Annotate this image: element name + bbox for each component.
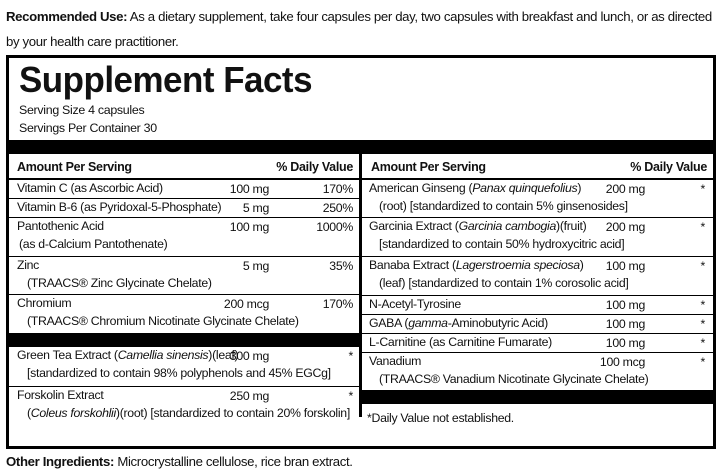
ingredient-standardization: (leaf) [standardized to contain 1% corosolic acid] bbox=[379, 276, 629, 290]
supplement-facts-panel bbox=[6, 55, 716, 449]
nutrient-amount: 100 mg bbox=[229, 220, 269, 234]
ingredient-row bbox=[361, 296, 713, 315]
ingredient-name: N-Acetyl-Tyrosine bbox=[369, 297, 461, 311]
nutrient-source: (TRAACS® Zinc Glycinate Chelate) bbox=[27, 276, 212, 290]
left-column-header bbox=[9, 154, 359, 180]
daily-value-heading: % Daily Value bbox=[630, 160, 707, 174]
nutrient-dv: 1000% bbox=[316, 220, 353, 234]
ingredient-dv: * bbox=[700, 220, 705, 234]
ingredient-dv: * bbox=[348, 349, 353, 363]
nutrient-amount: 5 mg bbox=[242, 259, 269, 273]
ingredient-name: Banaba Extract (Lagerstroemia speciosa) bbox=[369, 258, 584, 272]
left-column bbox=[9, 154, 359, 425]
ingredient-source: (TRAACS® Vanadium Nicotinate Glycinate Chelate) bbox=[379, 372, 649, 386]
nutrient-name: Pantothenic Acid bbox=[17, 219, 104, 233]
ingredient-amount: 100 mcg bbox=[599, 355, 645, 369]
ingredient-name: L-Carnitine (as Carnitine Fumarate) bbox=[369, 335, 552, 349]
header-divider-bar bbox=[9, 140, 713, 154]
ingredient-name: Garcinia Extract (Garcinia cambogia)(fruit) bbox=[369, 219, 587, 233]
right-column bbox=[361, 154, 713, 427]
recommended-use bbox=[6, 4, 716, 54]
section-divider-bar bbox=[9, 333, 359, 347]
ingredient-standardization: [standardized to contain 50% hydroxycitric acid] bbox=[379, 237, 625, 251]
ingredient-name: American Ginseng (Panax quinquefolius) bbox=[369, 181, 582, 195]
other-ingredients-label: Other Ingredients: bbox=[6, 454, 115, 469]
recommended-use-text: As a dietary supplement, take four capsules per day, two capsules with breakfast and lunch, or as directed by your health care practitioner. bbox=[6, 9, 712, 49]
nutrient-source: (TRAACS® Chromium Nicotinate Glycinate Chelate) bbox=[27, 314, 299, 328]
nutrient-name: Chromium bbox=[17, 296, 72, 310]
ingredient-amount: 200 mg bbox=[605, 220, 645, 234]
other-ingredients bbox=[6, 453, 353, 471]
serving-size: Serving Size 4 capsules bbox=[19, 103, 145, 117]
nutrient-name: Vitamin C (as Ascorbic Acid) bbox=[17, 181, 163, 195]
nutrient-name: Vitamin B-6 (as Pyridoxal-5-Phosphate) bbox=[17, 200, 222, 214]
ingredient-row bbox=[9, 387, 359, 425]
daily-value-footnote: *Daily Value not established. bbox=[367, 411, 514, 425]
ingredient-dv: * bbox=[700, 259, 705, 273]
ingredient-amount: 100 mg bbox=[605, 317, 645, 331]
right-column-header bbox=[361, 154, 713, 180]
amount-per-serving-heading: Amount Per Serving bbox=[17, 160, 132, 174]
nutrient-source: (as d-Calcium Pantothenate) bbox=[19, 237, 168, 251]
ingredient-amount: 100 mg bbox=[605, 259, 645, 273]
ingredient-dv: * bbox=[700, 182, 705, 196]
ingredient-dv: * bbox=[700, 317, 705, 331]
other-ingredients-text: Microcrystalline cellulose, rice bran extract. bbox=[117, 454, 353, 469]
nutrient-dv: 250% bbox=[322, 201, 353, 215]
ingredient-row bbox=[361, 334, 713, 353]
daily-value-heading: % Daily Value bbox=[276, 160, 353, 174]
nutrient-dv: 170% bbox=[322, 297, 353, 311]
recommended-use-label: Recommended Use: bbox=[6, 9, 128, 24]
nutrient-row bbox=[9, 218, 359, 257]
ingredient-amount: 300 mg bbox=[229, 349, 269, 363]
ingredient-standardization: (root) [standardized to contain 5% ginsenosides] bbox=[379, 199, 628, 213]
ingredient-amount: 100 mg bbox=[605, 298, 645, 312]
nutrient-amount: 5 mg bbox=[242, 201, 269, 215]
amount-per-serving-heading: Amount Per Serving bbox=[371, 160, 486, 174]
nutrient-dv: 170% bbox=[322, 182, 353, 196]
nutrient-name: Zinc bbox=[17, 258, 40, 272]
panel-title: Supplement Facts bbox=[19, 59, 313, 100]
ingredient-row bbox=[361, 180, 713, 218]
ingredient-amount: 100 mg bbox=[605, 336, 645, 350]
ingredient-name: GABA (gamma-Aminobutyric Acid) bbox=[369, 316, 548, 330]
ingredient-name: Vanadium bbox=[369, 354, 422, 368]
servings-per-container: Servings Per Container 30 bbox=[19, 121, 157, 135]
section-divider-bar bbox=[361, 390, 713, 404]
ingredient-name: Green Tea Extract (Camellia sinensis)(leaf) bbox=[17, 348, 239, 362]
ingredient-row bbox=[9, 347, 359, 387]
ingredient-dv: * bbox=[700, 298, 705, 312]
ingredient-name: Forskolin Extract bbox=[17, 388, 104, 402]
nutrient-row bbox=[9, 295, 359, 333]
nutrient-row bbox=[9, 180, 359, 199]
ingredient-dv: * bbox=[700, 336, 705, 350]
nutrient-dv: 35% bbox=[329, 259, 353, 273]
nutrient-amount: 200 mcg bbox=[223, 297, 269, 311]
ingredient-row bbox=[361, 218, 713, 257]
nutrient-amount: 100 mg bbox=[229, 182, 269, 196]
ingredient-amount: 200 mg bbox=[605, 182, 645, 196]
ingredient-dv: * bbox=[700, 355, 705, 369]
ingredient-amount: 250 mg bbox=[229, 389, 269, 403]
ingredient-dv: * bbox=[348, 389, 353, 403]
ingredient-row bbox=[361, 257, 713, 296]
ingredient-standardization: [standardized to contain 98% polyphenols and 45% EGCg] bbox=[27, 366, 331, 380]
nutrient-row bbox=[9, 199, 359, 218]
ingredient-row bbox=[361, 315, 713, 334]
ingredient-source: (Coleus forskohlii)(root) [standardized to contain 20% forskolin] bbox=[27, 406, 350, 420]
ingredient-row bbox=[361, 353, 713, 390]
nutrient-row bbox=[9, 257, 359, 295]
